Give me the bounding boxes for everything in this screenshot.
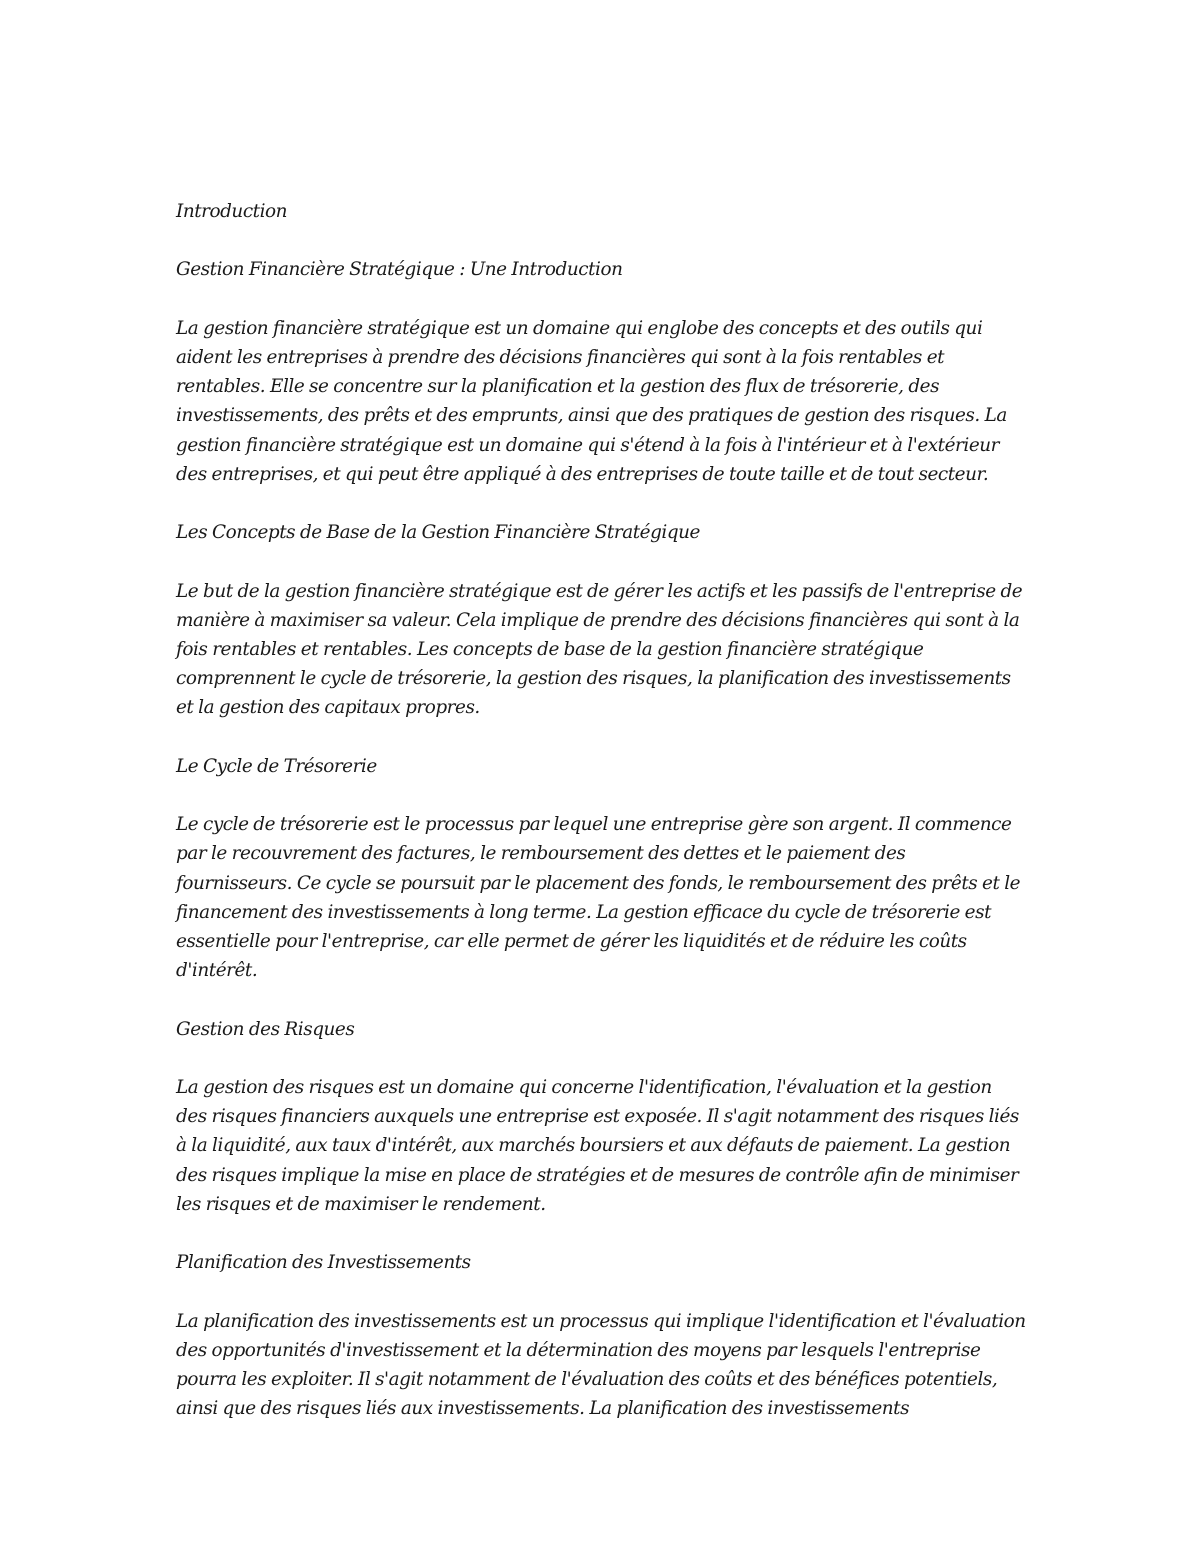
paragraph-gestion-risques: La gestion des risques est un domaine qui concerne l'identification, l'évaluation et la gestion des risques financiers auxquels une entreprise est exposée. Il s'agit notamment des risques liés à la liquidité, aux taux d'intérêt, aux marchés boursiers et aux défauts de paiement. La gestion des risques implique la mise en place de stratégies et de mesures de contrôle afin de minimiser les risques et de maximiser le rendement. bbox=[176, 1076, 1019, 1215]
section-heading-concepts: Les Concepts de Base de la Gestion Financière Stratégique bbox=[176, 522, 700, 544]
section-heading-cycle-tresorerie: Le Cycle de Trésorerie bbox=[176, 755, 377, 777]
paragraph-cycle-tresorerie: Le cycle de trésorerie est le processus par lequel une entreprise gère son argent. Il commence par le recouvrement des factures, le remboursement des dettes et le paiement des fournisseurs. Ce cycle se poursuit par le placement des fonds, le remboursement des prêts et le financement des investissements à long terme. La gestion efficace du cycle de trésorerie est essentielle pour l'entreprise, car elle permet de gérer les liquidités et de réduire les coûts d'intérêt. bbox=[176, 814, 1021, 982]
document-body bbox=[176, 197, 1026, 1453]
section-heading-introduction: Introduction bbox=[176, 201, 288, 222]
section-heading-planification: Planification des Investissements bbox=[176, 1252, 471, 1274]
paragraph-planification: La planification des investissements est un processus qui implique l'identification et l'évaluation des opportunités d'investissement et la détermination des moyens par lesquels l'entreprise pourra les exploiter. Il s'agit notamment de l'évaluation des coûts et des bénéfices potentiels, ainsi que des risques liés aux investissements. La planification des investissements bbox=[176, 1310, 1026, 1420]
paragraph-introduction: La gestion financière stratégique est un domaine qui englobe des concepts et des outils qui aident les entreprises à prendre des décisions financières qui sont à la fois rentables et rentables. Elle se concentre sur la planification et la gestion des flux de trésorerie, des investissements, des prêts et des emprunts, ainsi que des pratiques de gestion des risques. La gestion financière stratégique est un domaine qui s'étend à la fois à l'intérieur et à l'extérieur des entreprises, et qui peut être appliqué à des entreprises de toute taille et de tout secteur. bbox=[176, 317, 1007, 485]
section-heading-gestion-risques: Gestion des Risques bbox=[176, 1018, 355, 1040]
paragraph-concepts: Le but de la gestion financière stratégique est de gérer les actifs et les passifs de l'entreprise de manière à maximiser sa valeur. Cela implique de prendre des décisions financières qui sont à la fois rentables et rentables. Les concepts de base de la gestion financière stratégique comprennent le cycle de trésorerie, la gestion des risques, la planification des investissements et la gestion des capitaux propres. bbox=[176, 580, 1023, 719]
document-title: Gestion Financière Stratégique : Une Introduction bbox=[176, 259, 623, 281]
